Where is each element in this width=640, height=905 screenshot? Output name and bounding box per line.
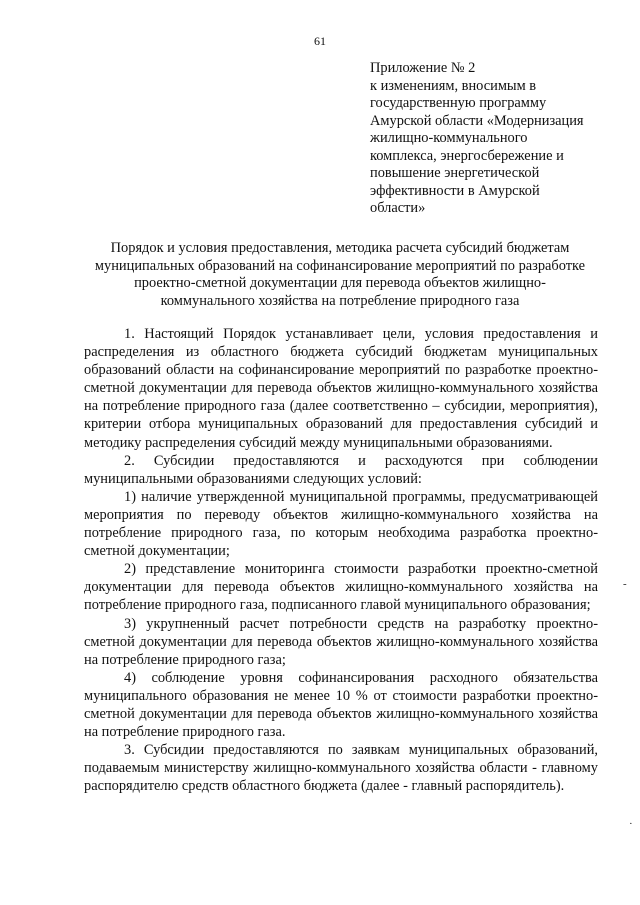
paragraph: 2) представление мониторинга стоимости разработки проектно-сметной документации для перевода объектов жилищно-коммунального хозяйства на потребление природного газа, подписанного главой муниципального образования;	[84, 561, 598, 614]
appendix-block	[370, 60, 610, 218]
appendix-line: жилищно-коммунального	[370, 130, 528, 146]
margin-mark: ·	[629, 818, 633, 830]
margin-mark: -	[623, 578, 627, 590]
document-body	[84, 325, 598, 795]
paragraph: 2. Субсидии предоставляются и расходуются при соблюдении муниципальными образованиями следующих условий:	[84, 452, 598, 487]
paragraph: 1. Настоящий Порядок устанавливает цели, условия предоставления и распределения из областного бюджета субсидий бюджетам муниципальных образований области на софинансирование мероприятий по разработке проектно-сметной документации для перевода объектов жилищно-коммунального хозяйства на потребление природного газа (далее соответственно – субсидии, мероприятия), критерии отбора муниципальных образований для предоставления субсидий и методику распределения субсидий между муниципальными образованиями.	[84, 326, 598, 451]
paragraph: 3. Субсидии предоставляются по заявкам муниципальных образований, подаваемым министерству жилищно-коммунального хозяйства области - главному распорядителю средств областного бюджета (далее - главный распорядитель).	[84, 742, 598, 795]
appendix-line: области»	[370, 200, 426, 216]
paragraph: 1) наличие утвержденной муниципальной программы, предусматривающей мероприятия по переводу объектов жилищно-коммунального хозяйства на потребление природного газа, по которым необходима разработка проектно-сметной документации;	[84, 488, 598, 560]
title-line: проектно-сметной документации для перевода объектов жилищно-	[134, 275, 546, 292]
paragraph: 4) соблюдение уровня софинансирования расходного обязательства муниципального образования не менее 10 % от стоимости разработки проектно-сметной документации для перевода объектов жилищно-коммунального хозяйства на потребление природного газа.	[84, 669, 598, 741]
title-line: Порядок и условия предоставления, методика расчета субсидий бюджетам	[110, 240, 570, 256]
appendix-line: эффективности в Амурской	[370, 182, 540, 199]
appendix-line: Амурской области «Модернизация	[370, 112, 584, 129]
appendix-line: государственную программу	[370, 95, 547, 111]
page-number: 61	[314, 34, 326, 48]
appendix-line: комплекса, энергосбережение и	[370, 147, 564, 164]
title-line: муниципальных образований на софинансирование мероприятий по разработке	[94, 257, 586, 274]
document-title	[80, 240, 600, 310]
title-line: коммунального хозяйства на потребление природного газа	[160, 292, 520, 309]
paragraph: 3) укрупненный расчет потребности средств на разработку проектно-сметной документации для перевода объектов жилищно-коммунального хозяйства на потребление природного газа;	[84, 615, 598, 668]
appendix-line: к изменениям, вносимым в	[370, 77, 537, 94]
appendix-line: Приложение № 2	[370, 60, 476, 76]
appendix-line: повышение энергетической	[370, 165, 540, 181]
